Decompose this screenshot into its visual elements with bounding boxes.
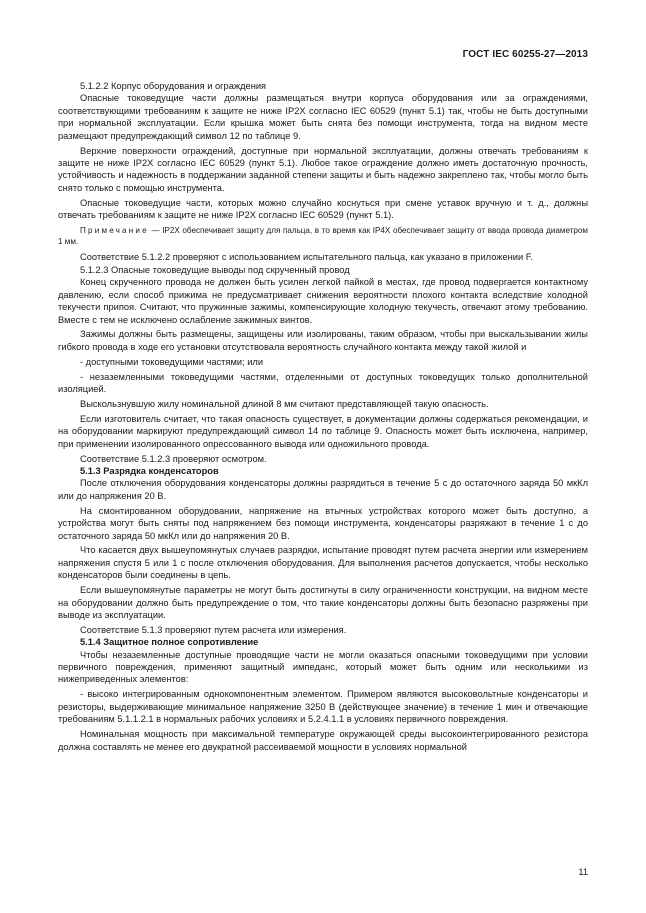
list-item: - незаземленными токоведущими частями, отделенными от доступных токоведущих только дополнительной изоляцией.	[58, 371, 588, 395]
paragraph: Соответствие 5.1.2.3 проверяют осмотром.	[80, 453, 267, 464]
paragraph: Чтобы незаземленные доступные проводящие части не могли оказаться опасными токоведущими при условии первичного повреждения, применяют защитный импеданс, который может быть одним или несколькими из нижеприведенных элементов:	[58, 649, 588, 685]
paragraph: Выскользнувшую жилу номинальной длиной 8 мм считают представляющей такую опасность.	[80, 398, 489, 409]
paragraph: 5.1.2.3 Опасные токоведущие выводы под скрученный провод	[80, 264, 350, 275]
paragraph: Если вышеупомянутые параметры не могут быть достигнуты в силу ограниченности конструкции, на видном месте на оборудовании должно быть предупреждение о том, что такие конденсаторы должны быть безопасно разряжены при выводе из эксплуатации.	[58, 585, 588, 620]
section-heading: 5.1.4 Защитное полное сопротивление	[80, 637, 259, 648]
paragraph: 5.1.2.2 Корпус оборудования и ограждения	[80, 81, 267, 91]
paragraph: Номинальная мощность при максимальной температуре окружающей среды высокоинтегрированного резистора должна составлять не менее его двукратной рассеиваемой мощности в условиях нормальной	[58, 729, 588, 752]
document-header: ГОСТ IEC 60255-27—2013	[462, 49, 588, 60]
paragraph: Опасные токоведущие части, которых можно случайно коснуться при смене уставок вручную и т. д., должны отвечать требованиям к защите не ниже IP2X согласно IEC 60529 (пункт 5.1).	[58, 197, 588, 221]
paragraph: После отключения оборудования конденсаторы должны разрядиться в течение 5 с до остаточного заряда 50 мкКл или до напряжения 20 В.	[58, 478, 588, 501]
paragraph: Опасные токоведущие части должны размещаться внутри корпуса оборудования или за ограждениями, соответствующими требованиям к защите не ниже IP2X согласно IEC 60529 (пункт 5.1) так, чтобы не быть доступными при нормальной эксплуатации. Если крышка может быть снята без помощи инструмента, тогда на видном месте размещают предупреждающий символ 12 по таблице 9.	[58, 93, 588, 141]
paragraph: Соответствие 5.1.3 проверяют путем расчета или измерения.	[80, 624, 347, 635]
paragraph: Соответствие 5.1.2.2 проверяют с использованием испытательного пальца, как указано в приложении F.	[80, 252, 533, 263]
paragraph: Верхние поверхности ограждений, доступные при нормальной эксплуатации, должны отвечать требованиям к защите не ниже IP2X согласно IEC 60529 (пункт 5.1). Любое такое ограждение должно иметь достаточную прочность, устойчивость и надежность в поддержании заданной степени защиты и быть надежно закреплено так, чтобы могло быть снято только с помощью инструмента.	[58, 145, 588, 193]
page-number: 11	[578, 867, 588, 877]
note-text: — IP2X обеспечивает защиту для пальца, в то время как IP4X обеспечивает защиту от ввода провода диаметром 1 мм.	[58, 226, 588, 247]
list-item: - доступными токоведущими частями; или	[80, 356, 264, 367]
paragraph: Что касается двух вышеупомянутых случаев разрядки, испытание проводят путем расчета энергии или измерением напряжения спустя 5 или 1 с после отключения оборудования. Для выполнения расчетов допускается, чтобы несколько конденсаторов были соединены в цепь.	[58, 545, 588, 581]
list-item: - высоко интегрированным однокомпонентным элементом. Примером являются высоковольтные конденсаторы и резисторы, выдерживающие минимальное напряжение 3250 В (действующее значение) в течение 1 мин и отвечающие требованиям 5.1.1.2.1 в нормальных рабочих условиях и 5.2.4.1.1 в условиях первичного повреждения.	[58, 689, 588, 725]
paragraph: На смонтированном оборудовании, напряжение на втычных устройствах которого может быть доступно, а устройства могут быть сняты под напряжением без помощи инструмента, конденсаторы разряжают в течение 1 с до остаточного заряда 50 мкКл или до напряжения 20 В.	[58, 505, 588, 541]
section-heading: 5.1.3 Разрядка конденсаторов	[80, 465, 219, 476]
note-label: Примечание	[80, 226, 149, 236]
paragraph: Конец скрученного провода не должен быть усилен легкой пайкой в местах, где провод подвергается контактному давлению, если способ прижима не предусматривает снижения вероятности плохого контакта вследствие холодной текучести припоя. Считают, что пружинные зажимы, компенсирующие холодную текучесть, отвечают этому требованию. Вместе с тем не исключено ослабление зажимных винтов.	[58, 277, 588, 325]
paragraph: Зажимы должны быть размещены, защищены или изолированы, таким образом, чтобы при выскальзывании жилы гибкого провода в ходе его установки отсутствовала вероятность случайного контакта между такой жилой и	[58, 329, 588, 352]
document-body	[58, 80, 588, 753]
paragraph: Если изготовитель считает, что такая опасность существует, в документации должны содержаться рекомендации, и на оборудовании маркируют предупреждающий символ 14 по таблице 9. Опасность может быть исключена, например, при применении изолированного опрессованного вывода или одножильного провода.	[58, 413, 588, 449]
note-paragraph	[58, 225, 588, 247]
